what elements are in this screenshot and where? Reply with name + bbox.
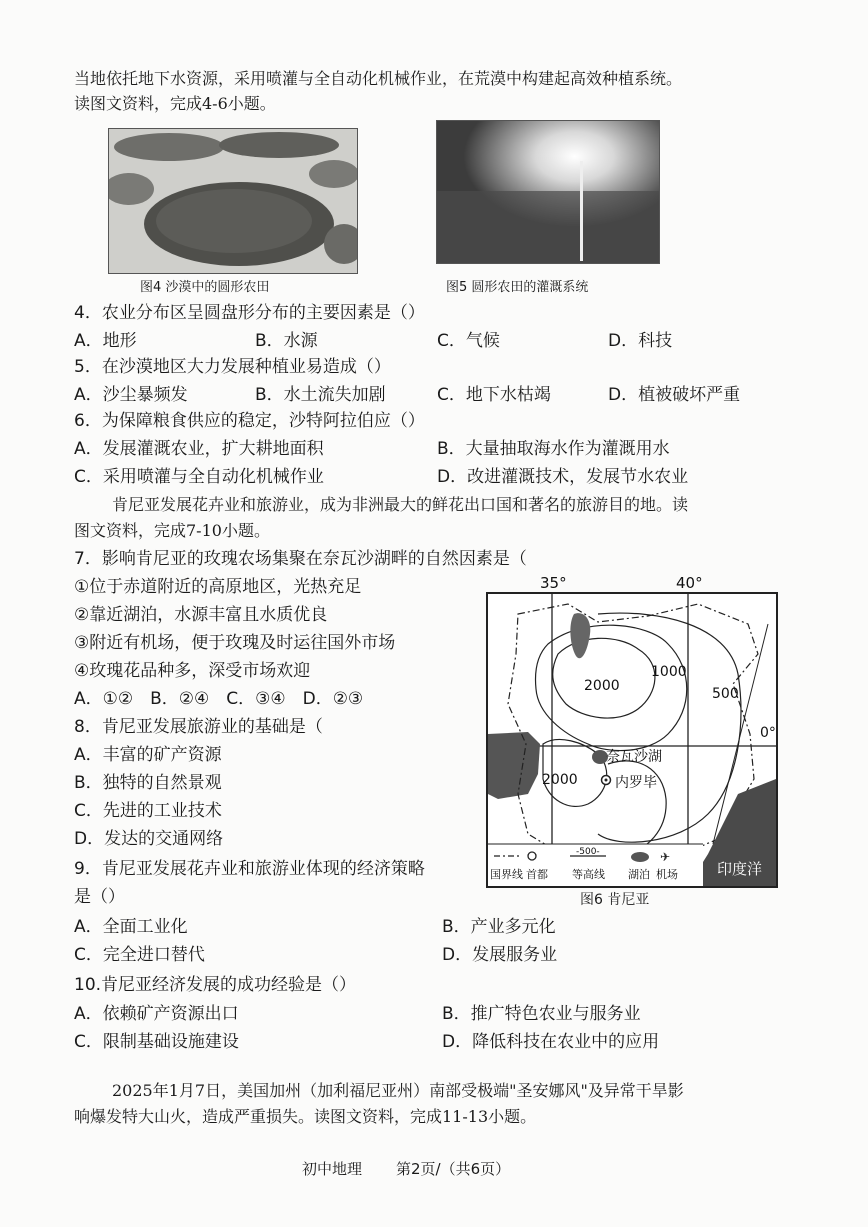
q8-option-c: C．先进的工业技术 [74,801,222,821]
q5-option-b: B．水土流失加剧 [255,385,386,405]
contour-500-label: 500 [712,686,739,702]
circular-fields-illustration [109,129,357,273]
q8-option-a: A．丰富的矿产资源 [74,745,222,765]
contour-2000-north-label: 2000 [584,678,620,694]
figure-5-photo [436,120,660,264]
nairobi-label: 内罗毕 [615,775,657,791]
q7-statement-4: ④玫瑰花品种多，深受市场欢迎 [74,661,311,681]
svg-text:✈: ✈ [660,850,671,864]
figure-4-photo [108,128,358,274]
contour-2000-south-label: 2000 [542,772,578,788]
map-lat-0-label: 0° [760,725,776,741]
intro-line: 图文资料，完成7-10小题。 [74,521,270,540]
q5-option-d: D．植被破坏严重 [608,385,741,405]
legend-contour-value: -500- [576,847,600,857]
q5-option-c: C．地下水枯竭 [437,385,551,405]
q6-option-c: C．采用喷灌与全自动化机械作业 [74,467,324,487]
map-lon-40-label: 40° [676,574,703,592]
question-9-stem-cont: 是（） [74,887,125,907]
legend-capital: 首都 [526,868,548,881]
map-lon-35-label: 35° [540,574,567,592]
question-10-stem: 10.肯尼亚经济发展的成功经验是（） [74,975,357,995]
q5-option-a: A．沙尘暴频发 [74,385,188,405]
q10-option-c: C．限制基础设施建设 [74,1032,239,1052]
intro-line: 读图文资料，完成4-6小题。 [74,94,276,113]
q8-option-b: B．独特的自然景观 [74,773,222,793]
legend-border: 国界线 [490,868,523,881]
q8-option-d: D．发达的交通网络 [74,829,224,849]
q9-option-a: A．全面工业化 [74,917,188,937]
q4-option-d: D．科技 [608,331,673,351]
q7-statement-1: ①位于赤道附近的高原地区，光热充足 [74,577,362,597]
question-4-stem: 4．农业分布区呈圆盘形分布的主要因素是（） [74,303,425,323]
map-caption: 图6 肯尼亚 [580,892,650,908]
question-9-stem: 9．肯尼亚发展花卉业和旅游业体现的经济策略 [74,859,425,879]
q9-option-b: B．产业多元化 [442,917,556,937]
contour-1000-label: 1000 [651,664,687,680]
question-7-stem: 7．影响肯尼亚的玫瑰农场集聚在奈瓦沙湖畔的自然因素是（ [74,549,527,569]
q7-statement-2: ②靠近湖泊，水源丰富且水质优良 [74,605,328,625]
kenya-map [486,592,778,888]
q10-option-d: D．降低科技在农业中的应用 [442,1032,660,1052]
q9-option-d: D．发展服务业 [442,945,558,965]
intro-line: 肯尼亚发展花卉业和旅游业，成为非洲最大的鲜花出口国和著名的旅游目的地。读 [112,495,689,514]
legend-lake: 湖泊 [628,868,650,881]
kenya-map-drawing [488,594,776,886]
intro-line: 2025年1月7日，美国加州（加利福尼亚州）南部受极端"圣安娜风"及异常干旱影 [112,1081,684,1100]
q6-option-d: D．改进灌溉技术，发展节水农业 [437,467,689,487]
q4-option-a: A．地形 [74,331,137,351]
question-6-stem: 6．为保障粮食供应的稳定，沙特阿拉伯应（） [74,411,425,431]
figure-5-caption: 图5 圆形农田的灌溉系统 [446,280,589,295]
legend-contour: 等高线 [572,868,605,881]
question-5-stem: 5．在沙漠地区大力发展种植业易造成（） [74,357,391,377]
legend-airport: 机场 [656,868,678,881]
footer-page-number: 第2页/（共6页） [396,1160,511,1178]
intro-line: 当地依托地下水资源，采用喷灌与全自动化机械作业，在荒漠中构建起高效种植系统。 [74,69,683,88]
q6-option-a: A．发展灌溉农业，扩大耕地面积 [74,439,324,459]
sprinkler-illustration [437,121,659,263]
q9-option-c: C．完全进口替代 [74,945,205,965]
q6-option-b: B．大量抽取海水作为灌溉用水 [437,439,670,459]
q7-statement-3: ③附近有机场，便于玫瑰及时运往国外市场 [74,633,396,653]
indian-ocean-label: 印度洋 [717,860,763,878]
lake-naivasha-label: 奈瓦沙湖 [606,749,662,765]
question-8-stem: 8．肯尼亚发展旅游业的基础是（ [74,717,323,737]
q4-option-b: B．水源 [255,331,318,351]
q10-option-a: A．依赖矿产资源出口 [74,1004,239,1024]
q10-option-b: B．推广特色农业与服务业 [442,1004,641,1024]
q7-choices: A．①② B．②④ C．③④ D．②③ [74,689,364,709]
footer-subject: 初中地理 [302,1160,363,1178]
q4-option-c: C．气候 [437,331,500,351]
figure-4-caption: 图4 沙漠中的圆形农田 [140,280,270,295]
intro-line: 响爆发特大山火，造成严重损失。读图文资料，完成11-13小题。 [74,1107,537,1126]
